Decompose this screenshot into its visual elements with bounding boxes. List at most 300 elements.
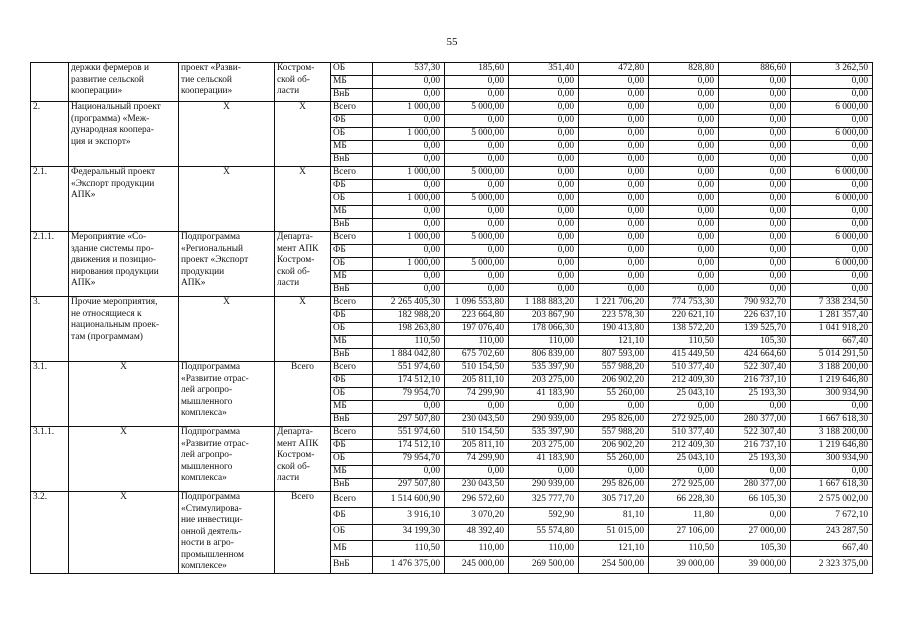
value-cell: 774 753,30 [649,297,719,310]
value-cell: 510 154,50 [445,362,509,375]
value-cell: 245 000,00 [445,557,509,573]
value-cell: 1 000,00 [373,232,445,245]
value-cell: 0,00 [649,89,719,102]
value-cell: 27 000,00 [719,524,791,540]
value-cell: 1 096 553,80 [445,297,509,310]
value-cell: 66 228,30 [649,492,719,508]
value-cell: 0,00 [509,115,579,128]
value-cell: 1 000,00 [373,102,445,115]
budget-level-cell: ВнБ [331,557,373,573]
value-cell: 27 106,00 [649,524,719,540]
program-cell: X [179,102,275,167]
value-cell: 5 000,00 [445,128,509,141]
program-cell: Подпрограмма «Стимулирова- ние инвестици- онной деятель- ности в агро- промышленном комплексе» [179,492,275,574]
value-cell: 0,00 [719,115,791,128]
program-cell: Подпрограмма «Развитие отрас- лей агропро- мышленного комплекса» [179,427,275,492]
value-cell: 0,00 [509,232,579,245]
value-cell: 79 954,70 [373,453,445,466]
value-cell: 0,00 [719,206,791,219]
total-value-cell: 0,00 [791,219,873,232]
item-number-cell: 3.1.1. [31,427,69,492]
value-cell: 0,00 [579,258,649,271]
value-cell: 74 299,90 [445,453,509,466]
value-cell: 0,00 [579,232,649,245]
value-cell: 223 578,30 [579,310,649,323]
item-name-cell: Национальный проект (программа) «Меж- дународная коопера- ция и экспорт» [69,102,179,167]
item-number-cell [31,63,69,102]
budget-level-cell: ОБ [331,193,373,206]
value-cell: 139 525,70 [719,323,791,336]
value-cell: 0,00 [719,128,791,141]
item-number-cell: 3.1. [31,362,69,427]
value-cell: 551 974,60 [373,362,445,375]
value-cell: 0,00 [509,141,579,154]
value-cell: 415 449,50 [649,349,719,362]
value-cell: 0,00 [719,89,791,102]
total-value-cell: 0,00 [791,180,873,193]
total-value-cell: 300 934,90 [791,388,873,401]
value-cell: 203 275,00 [509,375,579,388]
value-cell: 0,00 [445,245,509,258]
value-cell: 557 988,20 [579,427,649,440]
value-cell: 174 512,10 [373,440,445,453]
item-number-cell: 3.2. [31,492,69,574]
budget-level-cell: ВнБ [331,349,373,362]
value-cell: 0,00 [445,219,509,232]
budget-level-cell: ВнБ [331,154,373,167]
executor-cell: Департа- мент АПК Костром- ской об- ласти [275,232,331,297]
value-cell: 39 000,00 [649,557,719,573]
value-cell: 0,00 [579,102,649,115]
budget-level-cell: Всего [331,232,373,245]
table-row [31,232,873,245]
value-cell: 3 070,20 [445,508,509,524]
value-cell: 230 043,50 [445,414,509,427]
value-cell: 254 500,00 [579,557,649,573]
value-cell: 25 043,10 [649,388,719,401]
value-cell: 0,00 [719,232,791,245]
value-cell: 510 377,40 [649,427,719,440]
total-value-cell: 2 323 375,00 [791,557,873,573]
value-cell: 0,00 [719,76,791,89]
value-cell: 828,80 [649,63,719,76]
value-cell: 216 737,10 [719,375,791,388]
value-cell: 0,00 [649,141,719,154]
value-cell: 675 702,60 [445,349,509,362]
table-body [31,63,873,574]
value-cell: 269 500,00 [509,557,579,573]
budget-level-cell: Всего [331,492,373,508]
total-value-cell: 0,00 [791,284,873,297]
value-cell: 0,00 [445,141,509,154]
value-cell: 522 307,40 [719,362,791,375]
value-cell: 0,00 [509,102,579,115]
value-cell: 0,00 [649,284,719,297]
budget-level-cell: Всего [331,102,373,115]
value-cell: 0,00 [579,128,649,141]
value-cell: 3 916,10 [373,508,445,524]
total-value-cell: 1 041 918,20 [791,323,873,336]
budget-level-cell: ВнБ [331,414,373,427]
value-cell: 212 409,30 [649,440,719,453]
value-cell: 0,00 [649,76,719,89]
value-cell: 295 826,00 [579,414,649,427]
value-cell: 110,50 [373,540,445,556]
value-cell: 110,00 [445,336,509,349]
total-value-cell: 1 219 646,80 [791,440,873,453]
value-cell: 0,00 [509,76,579,89]
value-cell: 105,30 [719,336,791,349]
total-value-cell: 6 000,00 [791,258,873,271]
value-cell: 0,00 [719,167,791,180]
value-cell: 0,00 [579,245,649,258]
value-cell: 0,00 [719,401,791,414]
value-cell: 535 397,90 [509,362,579,375]
budget-table [30,62,873,574]
value-cell: 297 507,80 [373,479,445,492]
program-cell: Подпрограмма «Развитие отрас- лей агропро- мышленного комплекса» [179,362,275,427]
value-cell: 592,90 [509,508,579,524]
value-cell: 0,00 [719,219,791,232]
value-cell: 0,00 [579,76,649,89]
budget-level-cell: ВнБ [331,219,373,232]
program-cell: Подпрограмма «Региональный проект «Экспорт продукции АПК» [179,232,275,297]
value-cell: 0,00 [509,180,579,193]
value-cell: 0,00 [579,89,649,102]
total-value-cell: 6 000,00 [791,102,873,115]
item-number-cell: 2.1.1. [31,232,69,297]
value-cell: 0,00 [649,258,719,271]
value-cell: 0,00 [509,219,579,232]
program-cell: проект «Разви- тие сельской кооперации» [179,63,275,102]
budget-level-cell: ФБ [331,508,373,524]
budget-level-cell: ФБ [331,180,373,193]
value-cell: 110,50 [373,336,445,349]
value-cell: 290 939,00 [509,479,579,492]
value-cell: 206 902,20 [579,440,649,453]
value-cell: 0,00 [579,180,649,193]
budget-level-cell: МБ [331,271,373,284]
total-value-cell: 0,00 [791,466,873,479]
value-cell: 522 307,40 [719,427,791,440]
executor-cell: X [275,167,331,232]
table-row [31,492,873,508]
value-cell: 0,00 [649,232,719,245]
value-cell: 2 265 405,30 [373,297,445,310]
total-value-cell: 2 575 002,00 [791,492,873,508]
total-value-cell: 6 000,00 [791,232,873,245]
value-cell: 1 884 042,80 [373,349,445,362]
total-value-cell: 243 287,50 [791,524,873,540]
value-cell: 0,00 [445,401,509,414]
page-number: 55 [446,36,458,48]
budget-level-cell: МБ [331,540,373,556]
value-cell: 206 902,20 [579,375,649,388]
value-cell: 0,00 [509,89,579,102]
total-value-cell: 0,00 [791,271,873,284]
value-cell: 55 260,00 [579,388,649,401]
value-cell: 110,00 [509,336,579,349]
value-cell: 0,00 [509,154,579,167]
total-value-cell: 0,00 [791,76,873,89]
value-cell: 305 717,20 [579,492,649,508]
value-cell: 1 514 600,90 [373,492,445,508]
value-cell: 0,00 [579,167,649,180]
table-row [31,362,873,375]
value-cell: 0,00 [445,76,509,89]
value-cell: 48 392,40 [445,524,509,540]
total-value-cell: 6 000,00 [791,167,873,180]
value-cell: 886,60 [719,63,791,76]
value-cell: 0,00 [649,128,719,141]
value-cell: 290 939,00 [509,414,579,427]
value-cell: 0,00 [445,115,509,128]
value-cell: 5 000,00 [445,232,509,245]
total-value-cell: 0,00 [791,89,873,102]
budget-level-cell: МБ [331,466,373,479]
executor-cell: X [275,102,331,167]
value-cell: 220 621,10 [649,310,719,323]
value-cell: 0,00 [579,193,649,206]
table-row [31,427,873,440]
value-cell: 1 000,00 [373,167,445,180]
value-cell: 205 811,10 [445,440,509,453]
executor-cell: Всего [275,492,331,574]
executor-cell: X [275,297,331,362]
budget-level-cell: Всего [331,167,373,180]
total-value-cell: 3 188 200,00 [791,427,873,440]
value-cell: 0,00 [373,401,445,414]
budget-level-cell: ОБ [331,128,373,141]
item-number-cell: 2.1. [31,167,69,232]
value-cell: 25 193,30 [719,388,791,401]
total-value-cell: 0,00 [791,401,873,414]
total-value-cell: 1 667 618,30 [791,414,873,427]
table-row [31,102,873,115]
budget-level-cell: МБ [331,141,373,154]
value-cell: 0,00 [373,284,445,297]
budget-level-cell: ФБ [331,375,373,388]
value-cell: 537,30 [373,63,445,76]
value-cell: 0,00 [509,167,579,180]
value-cell: 472,80 [579,63,649,76]
value-cell: 216 737,10 [719,440,791,453]
value-cell: 0,00 [649,271,719,284]
value-cell: 790 932,70 [719,297,791,310]
value-cell: 0,00 [509,193,579,206]
value-cell: 0,00 [509,466,579,479]
value-cell: 0,00 [719,245,791,258]
value-cell: 1 000,00 [373,258,445,271]
budget-level-cell: ВнБ [331,479,373,492]
item-number-cell: 2. [31,102,69,167]
program-cell: X [179,297,275,362]
value-cell: 0,00 [373,180,445,193]
budget-level-cell: Всего [331,297,373,310]
value-cell: 212 409,30 [649,375,719,388]
budget-level-cell: МБ [331,76,373,89]
item-name-cell: Федеральный проект «Экспорт продукции АПК» [69,167,179,232]
value-cell: 0,00 [373,219,445,232]
value-cell: 0,00 [509,401,579,414]
value-cell: 0,00 [719,466,791,479]
value-cell: 174 512,10 [373,375,445,388]
value-cell: 41 183,90 [509,453,579,466]
value-cell: 424 664,60 [719,349,791,362]
value-cell: 0,00 [719,193,791,206]
value-cell: 110,50 [649,336,719,349]
value-cell: 0,00 [373,206,445,219]
value-cell: 121,10 [579,336,649,349]
value-cell: 0,00 [719,154,791,167]
value-cell: 510 154,50 [445,427,509,440]
budget-level-cell: ОБ [331,323,373,336]
value-cell: 0,00 [649,219,719,232]
value-cell: 34 199,30 [373,524,445,540]
value-cell: 0,00 [579,115,649,128]
budget-level-cell: Всего [331,362,373,375]
value-cell: 0,00 [719,271,791,284]
value-cell: 0,00 [445,180,509,193]
value-cell: 272 925,00 [649,414,719,427]
executor-cell: Костром- ской об- ласти [275,63,331,102]
value-cell: 11,80 [649,508,719,524]
value-cell: 0,00 [373,154,445,167]
total-value-cell: 0,00 [791,245,873,258]
value-cell: 535 397,90 [509,427,579,440]
value-cell: 0,00 [649,193,719,206]
value-cell: 226 637,10 [719,310,791,323]
total-value-cell: 0,00 [791,154,873,167]
value-cell: 0,00 [649,180,719,193]
value-cell: 325 777,70 [509,492,579,508]
value-cell: 5 000,00 [445,102,509,115]
total-value-cell: 1 667 618,30 [791,479,873,492]
value-cell: 110,00 [509,540,579,556]
budget-level-cell: ВнБ [331,89,373,102]
value-cell: 0,00 [579,219,649,232]
value-cell: 205 811,10 [445,375,509,388]
value-cell: 110,50 [649,540,719,556]
value-cell: 0,00 [445,206,509,219]
value-cell: 51 015,00 [579,524,649,540]
value-cell: 197 076,40 [445,323,509,336]
value-cell: 190 413,80 [579,323,649,336]
executor-cell: Всего [275,362,331,427]
value-cell: 0,00 [445,154,509,167]
budget-level-cell: Всего [331,427,373,440]
value-cell: 223 664,80 [445,310,509,323]
value-cell: 0,00 [649,115,719,128]
budget-level-cell: МБ [331,206,373,219]
budget-level-cell: ФБ [331,115,373,128]
value-cell: 5 000,00 [445,167,509,180]
value-cell: 806 839,00 [509,349,579,362]
value-cell: 1 221 706,20 [579,297,649,310]
budget-level-cell: МБ [331,336,373,349]
value-cell: 0,00 [373,141,445,154]
value-cell: 297 507,80 [373,414,445,427]
value-cell: 55 260,00 [579,453,649,466]
total-value-cell: 0,00 [791,115,873,128]
total-value-cell: 7 338 234,50 [791,297,873,310]
item-name-cell: Мероприятие «Со- здание системы про- движения и позицио- нирования продукции АПК» [69,232,179,297]
value-cell: 138 572,20 [649,323,719,336]
total-value-cell: 3 188 200,00 [791,362,873,375]
value-cell: 105,30 [719,540,791,556]
budget-level-cell: ФБ [331,440,373,453]
value-cell: 0,00 [373,271,445,284]
value-cell: 0,00 [445,271,509,284]
budget-level-cell: ОБ [331,524,373,540]
item-name-cell: держки фермеров и развитие сельской кооперации» [69,63,179,102]
value-cell: 0,00 [579,401,649,414]
value-cell: 203 867,90 [509,310,579,323]
value-cell: 0,00 [445,284,509,297]
value-cell: 0,00 [579,141,649,154]
value-cell: 0,00 [579,284,649,297]
value-cell: 0,00 [719,141,791,154]
value-cell: 0,00 [649,102,719,115]
value-cell: 5 000,00 [445,258,509,271]
value-cell: 0,00 [649,401,719,414]
value-cell: 280 377,00 [719,479,791,492]
value-cell: 0,00 [719,284,791,297]
value-cell: 66 105,30 [719,492,791,508]
budget-level-cell: ФБ [331,245,373,258]
value-cell: 0,00 [509,271,579,284]
budget-level-cell: ОБ [331,63,373,76]
value-cell: 557 988,20 [579,362,649,375]
total-value-cell: 300 934,90 [791,453,873,466]
table-row [31,297,873,310]
value-cell: 296 572,60 [445,492,509,508]
value-cell: 0,00 [509,284,579,297]
total-value-cell: 6 000,00 [791,128,873,141]
value-cell: 0,00 [719,258,791,271]
budget-level-cell: ОБ [331,388,373,401]
value-cell: 0,00 [579,206,649,219]
item-name-cell: X [69,362,179,427]
value-cell: 0,00 [509,128,579,141]
value-cell: 0,00 [579,466,649,479]
item-name-cell: X [69,427,179,492]
value-cell: 295 826,00 [579,479,649,492]
value-cell: 510 377,40 [649,362,719,375]
table-row [31,167,873,180]
table-row [31,63,873,76]
value-cell: 185,60 [445,63,509,76]
value-cell: 203 275,00 [509,440,579,453]
value-cell: 0,00 [509,206,579,219]
value-cell: 25 043,10 [649,453,719,466]
value-cell: 0,00 [373,245,445,258]
value-cell: 0,00 [373,76,445,89]
value-cell: 0,00 [649,466,719,479]
total-value-cell: 667,40 [791,540,873,556]
value-cell: 5 000,00 [445,193,509,206]
value-cell: 272 925,00 [649,479,719,492]
value-cell: 0,00 [373,89,445,102]
value-cell: 198 263,80 [373,323,445,336]
item-number-cell: 3. [31,297,69,362]
value-cell: 280 377,00 [719,414,791,427]
value-cell: 0,00 [579,271,649,284]
value-cell: 0,00 [445,466,509,479]
budget-level-cell: ОБ [331,258,373,271]
total-value-cell: 0,00 [791,141,873,154]
value-cell: 0,00 [649,154,719,167]
